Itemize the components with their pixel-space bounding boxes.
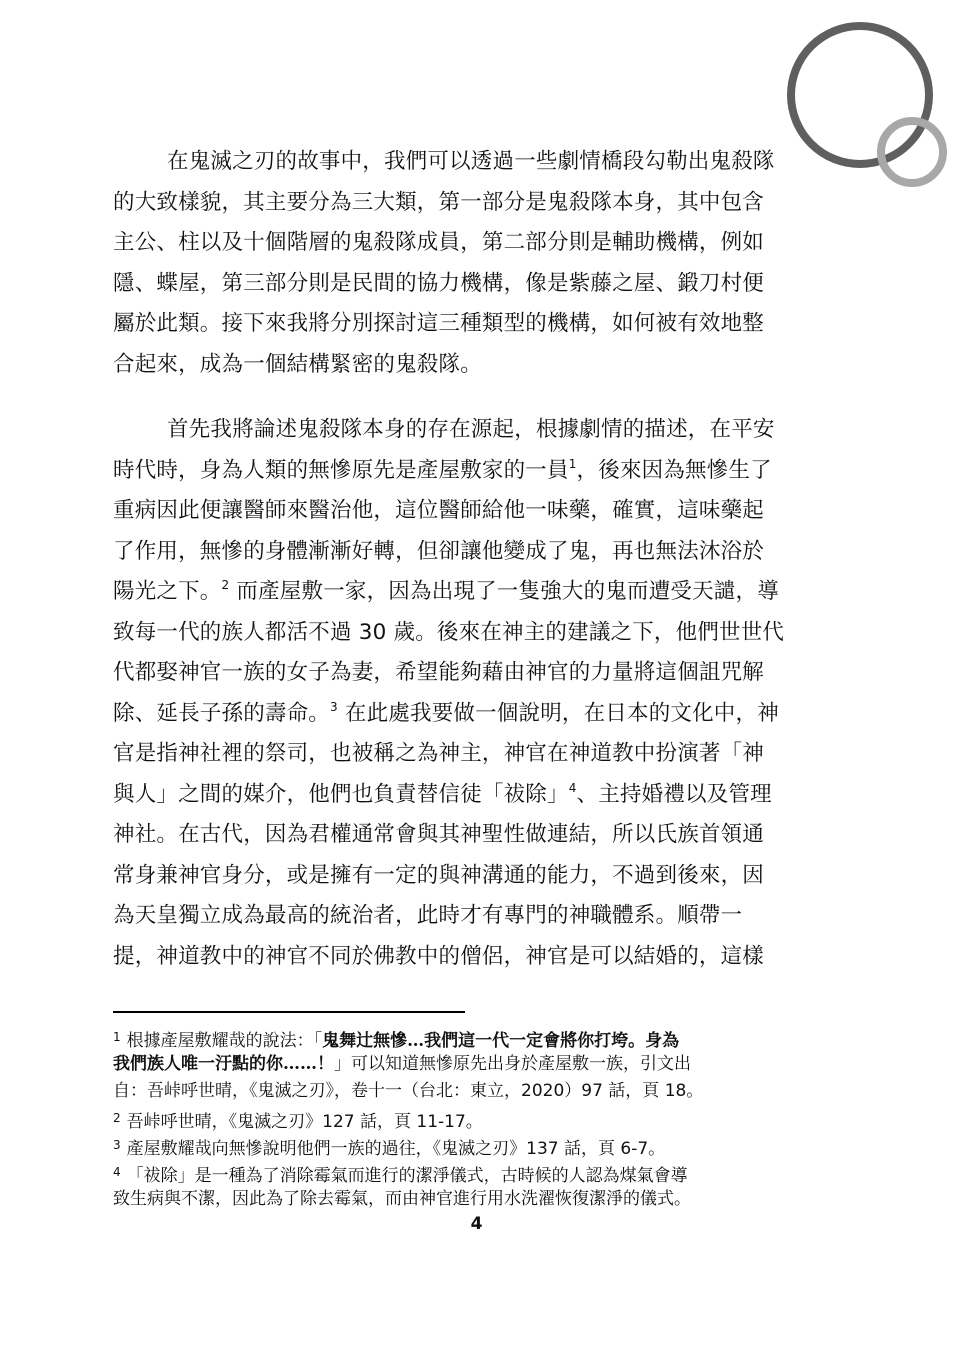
text-line: 合起來，成為一個結構緊密的鬼殺隊。 (113, 351, 482, 377)
text-line: 神社。在古代，因為君權通常會與其神聖性做連結，所以氏族首領通 (113, 822, 765, 847)
footnote-ref-4[interactable]: 4 (568, 780, 577, 795)
footnote-4-cont (113, 1186, 813, 1213)
footnote-text: 「祓除」是一種為了消除霉氣而進行的潔淨儀式，古時候的人認為煤氣會導 (126, 1166, 688, 1186)
text-line: 主公、柱以及十個階層的鬼殺隊成員，第二部分則是輔助機構，例如 (113, 230, 765, 255)
text-segment: 陽光之下。 (113, 579, 222, 604)
footnote-number: 2 (113, 1111, 121, 1125)
text-line: 了作用，無慘的身體漸漸好轉，但卻讓他變成了鬼，再也無法沐浴於 (113, 538, 765, 564)
text-segment: 而產屋敷一家，因為出現了一隻強大的鬼而遭受天譴，導 (229, 579, 779, 604)
text-line: 重病因此便讓醫師來醫治他，這位醫師給他一味藥，確實，這味藥起 (113, 498, 765, 523)
text-line: 為天皇獨立成為最高的統治者，此時才有專門的神職體系。順帶一 (113, 903, 743, 928)
text-segment: 與人」之間的媒介，他們也負責替信徒「祓除」 (113, 781, 569, 807)
footnote-quote: 鬼舞辻無慘…我們這一代一定會將你打垮。身為 (322, 1031, 680, 1051)
footnote-ref-2[interactable]: 2 (221, 578, 230, 592)
footnote-ref-1[interactable]: 1 (568, 456, 577, 471)
text-line: 提，神道教中的神官不同於佛教中的僧侶，神官是可以結婚的，這樣 (113, 943, 765, 969)
footnote-text: 致生病與不潔，因此為了除去霉氣，而由神官進行用水洗濯恢復潔淨的儀式。 (113, 1189, 691, 1209)
footnote-text: 」可以知道無慘原先出身於產屋敷一族，引文出 (334, 1054, 691, 1074)
text-line: 隱、蝶屋，第三部分則是民間的協力機構，像是紫藤之屋、鍛刀村便 (113, 270, 765, 296)
text-line: 代都娶神官一族的女子為妻，希望能夠藉由神官的力量將這個詛咒解 (113, 660, 765, 685)
footnotes (113, 1024, 813, 1213)
footnote-3 (113, 1132, 813, 1159)
text-line: 常身兼神官身分，或是擁有一定的與神溝通的能力，不過到後來，因 (113, 862, 765, 888)
footnote-text: 產屋敷耀哉向無慘說明他們一族的過往，《鬼滅之刃》137 話，頁 6-7。 (126, 1139, 666, 1159)
text-line: 的大致樣貌，其主要分為三大類，第一部分是鬼殺隊本身，其中包含 (113, 189, 765, 215)
small-ring-icon (881, 121, 943, 183)
text-line: 致每一代的族人都活不過 30 歲。後來在神主的建議之下，他們世世代 (113, 619, 785, 645)
text-line (113, 694, 813, 735)
text-line (113, 572, 813, 613)
page-number: 4 (470, 1214, 483, 1234)
footnote-1-cont (113, 1078, 813, 1105)
text-line: 首先我將論述鬼殺隊本身的存在源起，根據劇情的描述，在平安 (167, 417, 775, 442)
text-segment: 時代時，身為人類的無慘原先是產屋敷家的一員 (113, 457, 569, 483)
footnote-text: 吾峠呼世晴，《鬼滅之刃》127 話，頁 11-17。 (126, 1112, 483, 1132)
footnote-1-cont (113, 1051, 813, 1078)
text-segment: 除、延長子孫的壽命。 (113, 700, 331, 726)
text-line (113, 451, 813, 492)
footnote-number: 1 (113, 1030, 121, 1044)
footnote-text: 根據產屋敷耀哉的說法：「 (126, 1031, 323, 1051)
footnote-1 (113, 1024, 813, 1051)
text-line (113, 775, 813, 816)
paragraph-1 (113, 142, 813, 385)
text-line: 屬於此類。接下來我將分別探討這三種類型的機構，如何被有效地整 (113, 311, 765, 336)
paragraph-2 (113, 410, 813, 977)
footnote-4 (113, 1159, 813, 1186)
footnote-divider (113, 1011, 465, 1013)
text-segment: 在此處我要做一個說明，在日本的文化中，神 (337, 700, 779, 726)
footnote-text: 自：吾峠呼世晴，《鬼滅之刃》，卷十一（台北：東立，2020）97 話，頁 18。 (113, 1081, 704, 1101)
footnote-number: 3 (113, 1138, 121, 1152)
footnote-ref-3[interactable]: 3 (330, 699, 338, 714)
text-line: 在鬼滅之刃的故事中，我們可以透過一些劇情橋段勾勒出鬼殺隊 (167, 149, 775, 174)
text-line: 官是指神社裡的祭司，也被稱之為神主，神官在神道教中扮演著「神 (113, 741, 765, 766)
text-segment: 、主持婚禮以及管理 (576, 781, 772, 807)
text-segment: ，後來因為無慘生了 (576, 457, 772, 483)
footnote-2 (113, 1105, 813, 1132)
footnote-number: 4 (113, 1165, 121, 1179)
footnote-quote: 我們族人唯一汙點的你……！ (113, 1054, 334, 1074)
